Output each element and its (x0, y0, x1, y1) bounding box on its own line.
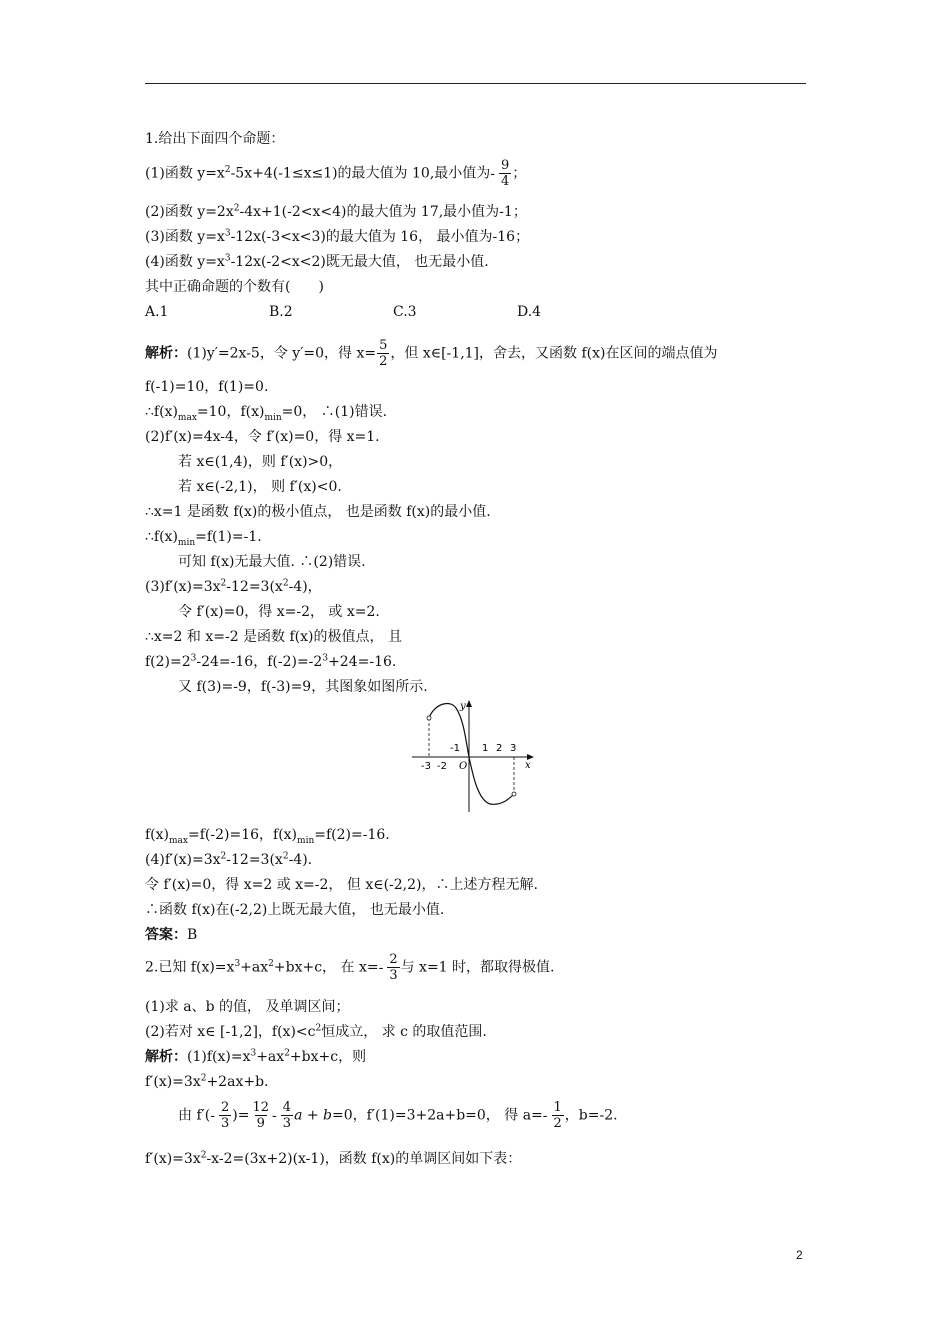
q1-options (145, 303, 641, 321)
sol1-line-3: $\therefore f(x)_{max}=10$，$f(x)_{min}=0$， ∴(1)错误. (145, 404, 388, 423)
sol1-line-12: ∴x=2 和 x=-2 是函数 f(x)的极值点， 且 (145, 629, 402, 645)
sol1-line-13: $f(2)=2^3-24=-16$，$f(-2)=-2^3+24=-16$. (145, 653, 397, 670)
endpoint-right (512, 792, 516, 796)
cubic-function-graph (412, 696, 540, 814)
page-number: 2 (796, 1248, 803, 1262)
fraction-5-2: $\frac{5}{2}$ (379, 338, 388, 369)
endpoint-left (427, 716, 431, 720)
fraction-12-9: $\frac{12}{9}$ (252, 1100, 270, 1131)
fraction-2-3: $\frac{2}{3}$ (389, 952, 398, 983)
tick-1: 1 (482, 743, 489, 754)
sol1-line-17: 令 f′(x)=0，得 x=2 或 x=-2， 但 x∈(-2,2)，∴上述方程无解. (145, 877, 538, 893)
fraction-1-2: $\frac{1}{2}$ (553, 1100, 562, 1131)
tick-2: 2 (496, 743, 503, 754)
y-label: y (460, 701, 466, 712)
q1-question: 其中正确命题的个数有( ) (145, 279, 324, 295)
q2-sol-line-3: 由 f′(- $\frac{2}{3}$ )= $\frac{12}{9}$ - $\frac{4}{3}$ a + b=0，f′(1)=3+2a+b=0， 得 a=- $\frac{1}{2}$ ，b=-2. (178, 1100, 618, 1131)
option-d: D.4 (517, 304, 542, 320)
sol1-line-7: ∴x=1 是函数 f(x)的极小值点， 也是函数 f(x)的最小值. (145, 504, 491, 520)
sol1-line-8: $\therefore f(x)_{min}=f(1)=-1$. (145, 529, 262, 548)
q1-prop-2: (2)函数 $y=2x^2-4x+1(-2<x<4)$的最大值为 17,最小值为-1； (145, 203, 527, 220)
q2-part-2: (2)若对 x∈ [-1,2]，$f(x)<c^2$恒成立， 求 c 的取值范围. (145, 1023, 487, 1040)
sol1-line-14: 又 f(3)=-9，f(-3)=9，其图象如图所示. (178, 679, 428, 695)
sol1-line-15: $f(x)_{max}=f(-2)=16$，$f(x)_{min}=f(2)=-16$. (145, 827, 390, 846)
answer-line: 答案：B (145, 927, 198, 943)
fraction-2-3-b: $\frac{2}{3}$ (221, 1100, 230, 1131)
fraction-4-3: $\frac{4}{3}$ (282, 1100, 292, 1131)
q2-stem: 2.已知 $f(x)=x^3+ax^2+bx+c$， 在 x=- $\frac{2}{3}$ 与 x=1 时，都取得极值. (145, 952, 555, 983)
option-a: A.1 (145, 304, 169, 320)
sol1-line-2: f(-1)=10，f(1)=0. (145, 379, 269, 395)
sol1-line-10: $(3)f'(x)=3x^2-12=3(x^2-4)$， (145, 578, 322, 595)
q1-stem: 1.给出下面四个命题： (145, 131, 285, 147)
header-rule (145, 83, 806, 84)
tick-neg2: -2 (437, 761, 447, 772)
q2-sol-line-2: $f'(x)=3x^2+2ax+b$. (145, 1073, 269, 1090)
q2-sol-line-1: 解析：$(1)f(x)=x^3+ax^2+bx+c$，则 (145, 1048, 367, 1065)
q1-prop-3: (3)函数 $y=x^3-12x(-3<x<3)$的最大值为 16， 最小值为-16； (145, 228, 530, 245)
sol1-line-1: 解析：(1)y′=2x-5，令 y′=0，得 x= $\frac{5}{2}$ ，但 x∈[-1,1]，舍去，又函数 f(x)在区间的端点值为 (145, 338, 718, 369)
origin-label: O (459, 761, 468, 772)
tick-neg1: -1 (450, 743, 460, 754)
sol1-line-11: 令 f′(x)=0，得 x=-2， 或 x=2. (178, 604, 380, 620)
x-label: x (525, 760, 531, 771)
q2-part-1: (1)求 a、b 的值， 及单调区间； (145, 999, 350, 1015)
q1-prop-4: (4)函数 $y=x^3-12x(-2<x<2)$既无最大值， 也无最小值. (145, 253, 489, 270)
sol1-line-16: $(4)f'(x)=3x^2-12=3(x^2-4)$. (145, 851, 313, 868)
sol1-line-6: 若 x∈(-2,1)， 则 f′(x)<0. (178, 479, 342, 495)
tick-neg3: -3 (421, 761, 431, 772)
fraction-9-4: $\frac{9}{4}$ (501, 158, 510, 189)
sol1-line-4: (2)f′(x)=4x-4，令 f′(x)=0，得 x=1. (145, 429, 380, 445)
tick-3: 3 (510, 743, 517, 754)
y-axis-arrow (466, 700, 472, 707)
sol1-line-5: 若 x∈(1,4)，则 f′(x)>0， (178, 454, 343, 470)
sol1-line-9: 可知 f(x)无最大值. ∴(2)错误. (178, 554, 366, 570)
q1-prop-1: (1)函数 $y=x^2-5x+4(-1\le x\le 1)$的最大值为 10,最小值为- $\frac{9}{4}$ ； (145, 158, 527, 189)
option-c: C.3 (393, 304, 417, 320)
sol1-line-18: ∴函数 f(x)在(-2,2)上既无最大值， 也无最小值. (145, 902, 445, 918)
option-b: B.2 (269, 304, 293, 320)
q2-sol-line-4: $f'(x)=3x^2-x-2=(3x+2)(x-1)$，函数 f(x)的单调区间如下表： (145, 1150, 522, 1167)
